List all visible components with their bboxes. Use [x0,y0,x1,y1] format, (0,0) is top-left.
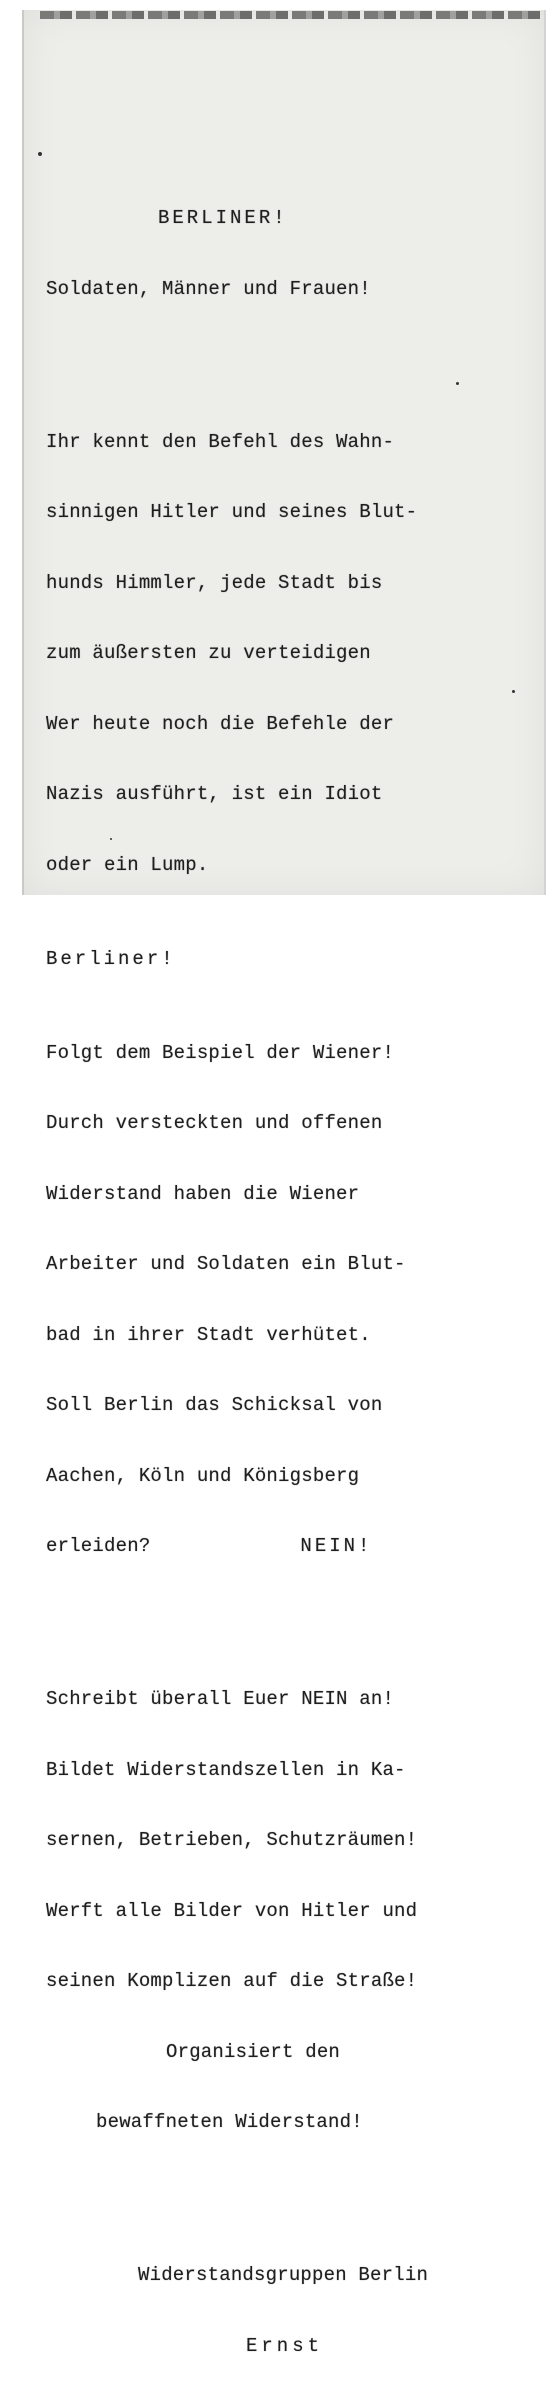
text-line: sinnigen Hitler und seines Blut- [46,501,418,523]
torn-top-edge [40,11,540,19]
ink-speck [38,152,42,156]
text-line: Wer heute noch die Befehle der [46,712,395,735]
text-line: oder ein Lump. [46,853,209,876]
text-line: Soll Berlin das Schicksal von [46,1394,383,1416]
organize-line-1: Organisiert den [166,2040,341,2063]
text-line: Werft alle Bilder von Hitler und [46,1899,418,1922]
erleiden-text: erleiden? [46,1535,151,1557]
signature-name: Ernst [246,2334,324,2357]
text-line: Nazis ausführt, ist ein Idiot [46,783,383,805]
text-line: Aachen, Köln und Königsberg [46,1464,360,1487]
text-line: Durch versteckten und offenen [46,1112,383,1134]
subheading: Soldaten, Männer und Frauen! [46,277,371,300]
text-line [46,1535,526,1559]
text-line: Widerstand haben die Wiener [46,1182,360,1205]
text-line: seinen Komplizen auf die Straße! [46,1970,418,1992]
text-line: hunds Himmler, jede Stadt bis [46,571,383,594]
organize-line-2: bewaffneten Widerstand! [96,2111,363,2133]
text-line: Bildet Widerstandszellen in Ka- [46,1758,406,1781]
nein-text: NEIN! [300,1535,373,1557]
signature-group: Widerstandsgruppen Berlin [138,2264,429,2286]
text-line: bad in ihrer Stadt verhütet. [46,1323,371,1346]
heading: BERLINER! [158,207,288,229]
text-line: Schreibt überall Euer NEIN an! [46,1688,395,1710]
text-line: zum äußersten zu verteidigen [46,642,371,664]
berliner-line: Berliner! [46,947,176,970]
text-line: Folgt dem Beispiel der Wiener! [46,1041,395,1064]
text-line: Arbeiter und Soldaten ein Blut- [46,1253,406,1275]
text-line: Ihr kennt den Befehl des Wahn- [46,430,395,453]
text-line: sernen, Betrieben, Schutzräumen! [46,1829,418,1851]
leaflet-text [46,160,526,2405]
